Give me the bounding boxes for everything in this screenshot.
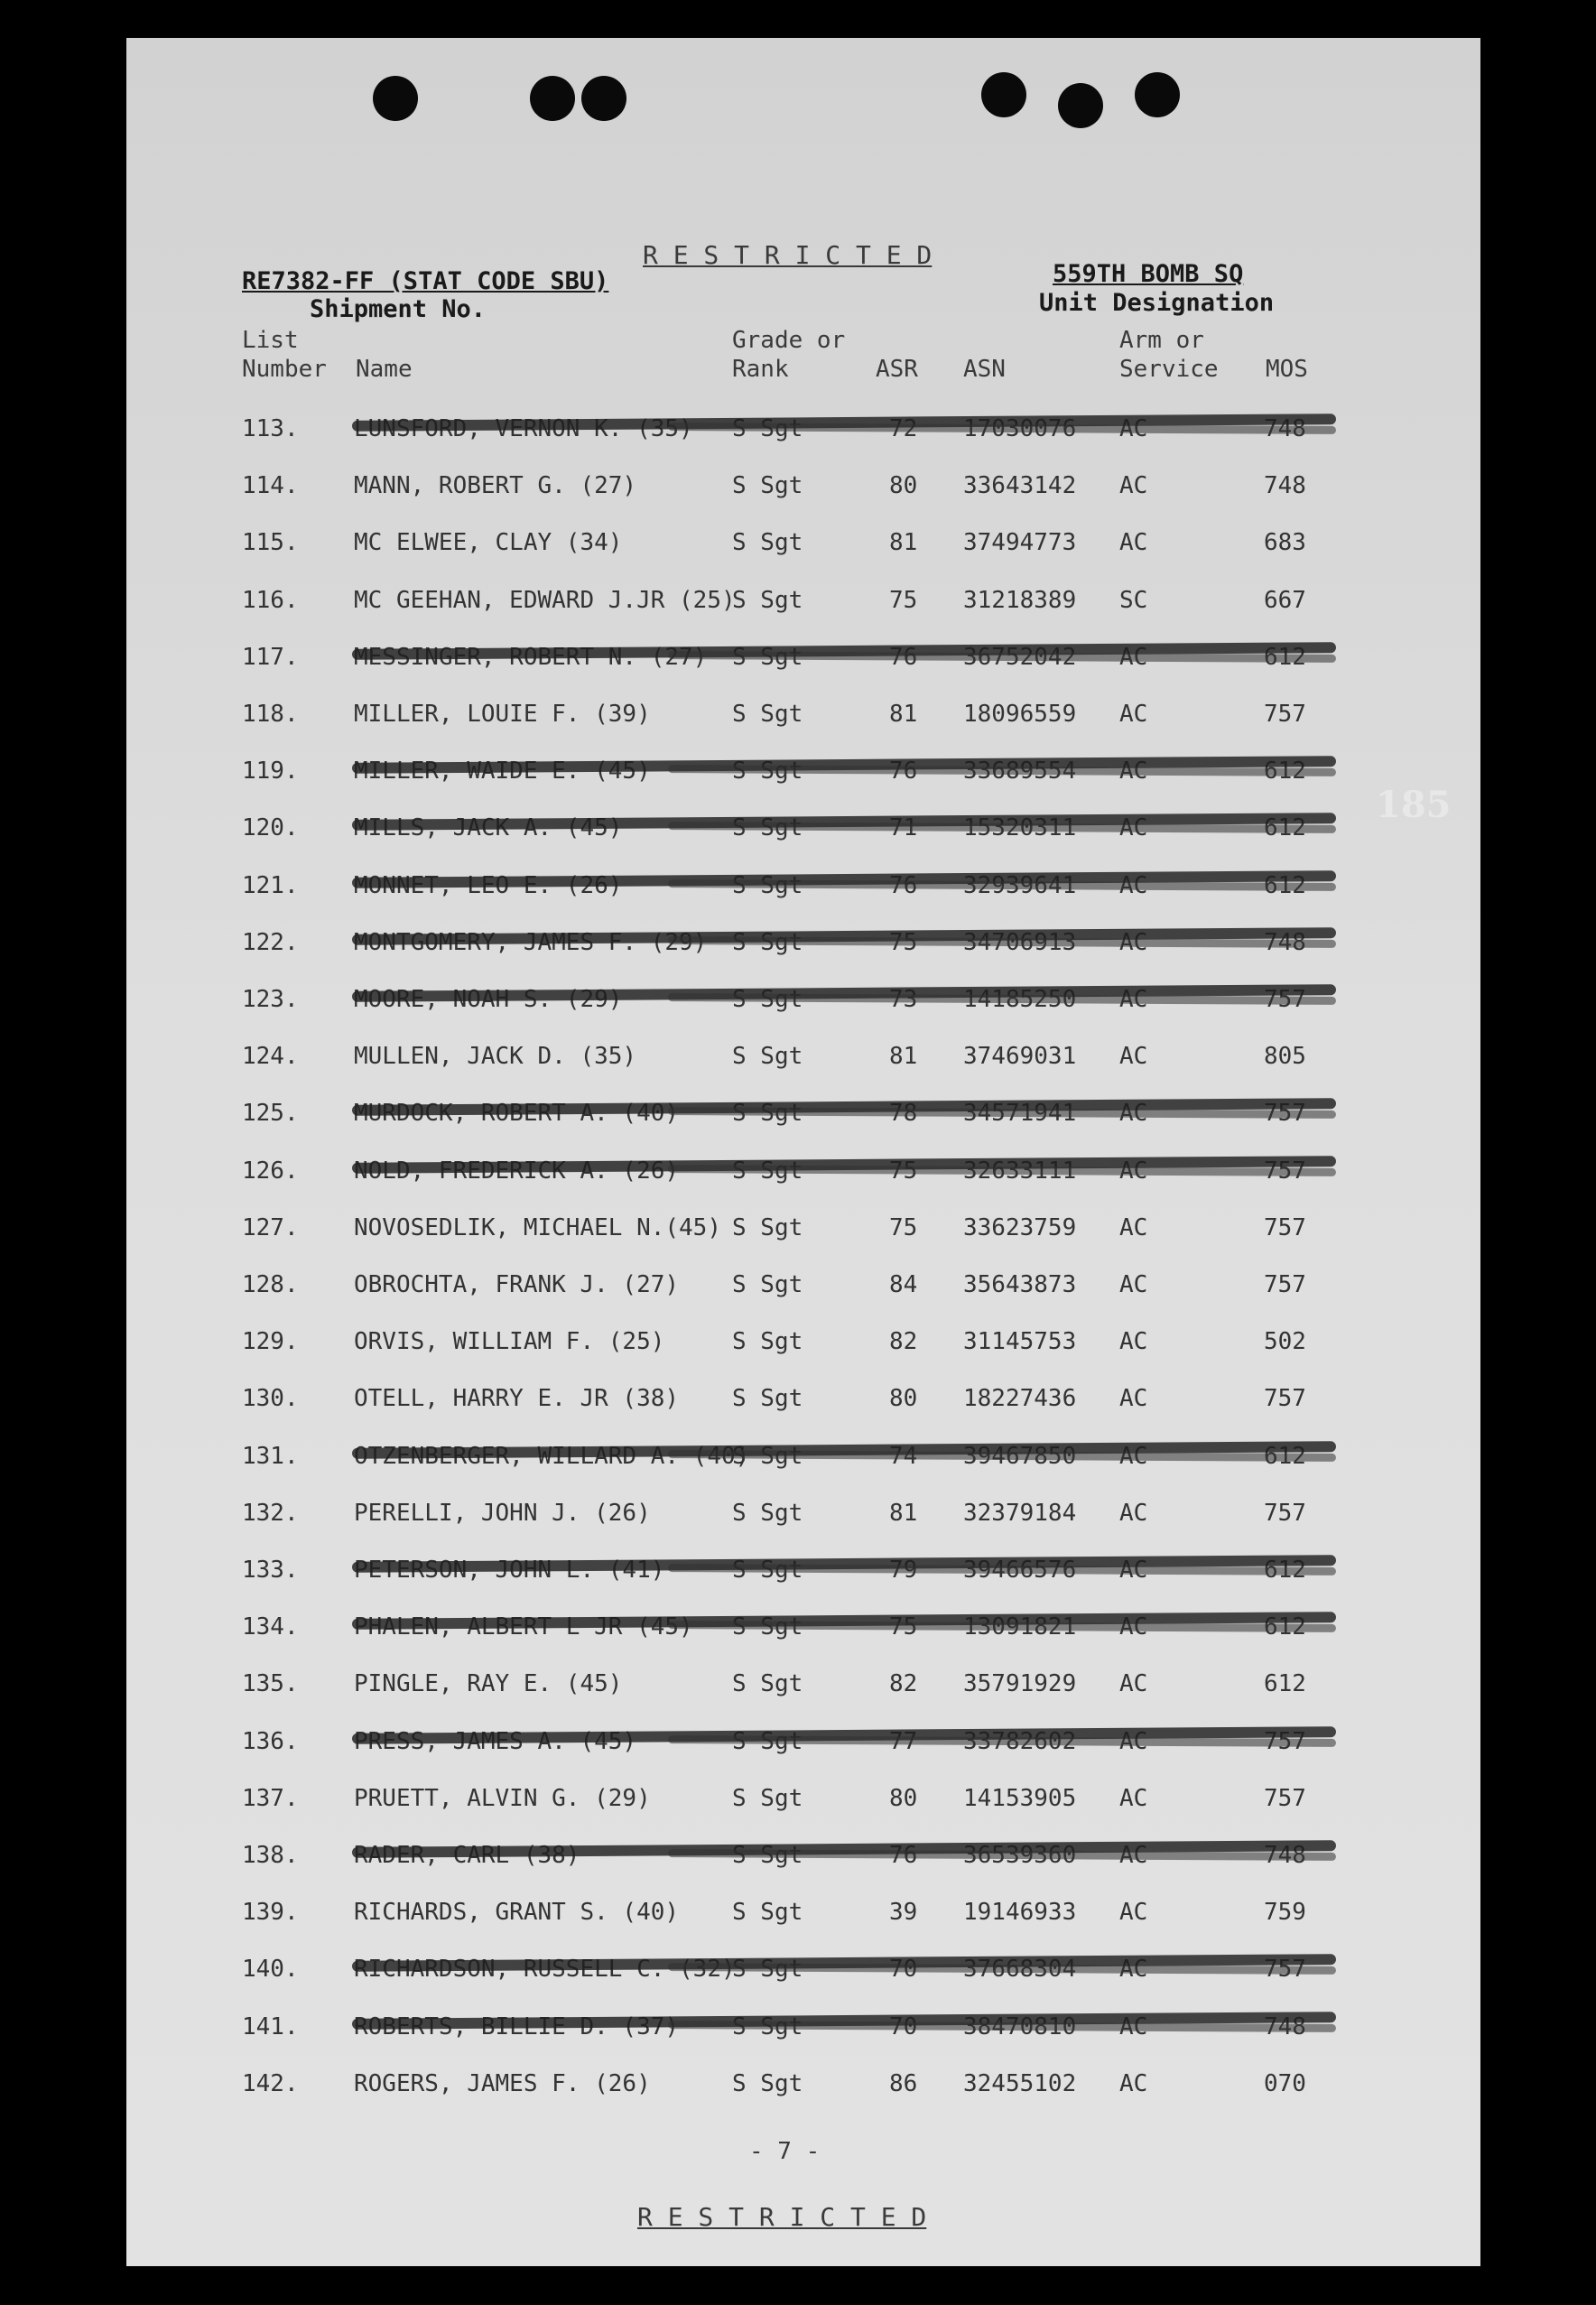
mos-code: 667 <box>1264 586 1306 614</box>
arm-service: AC <box>1119 472 1148 500</box>
roster-row <box>126 1100 1480 1136</box>
col-service-header: Service <box>1119 356 1219 383</box>
arm-service: AC <box>1119 1784 1148 1812</box>
asn-number: 14153905 <box>963 1784 1077 1812</box>
arm-service: AC <box>1119 1899 1148 1927</box>
person-name: MILLER, LOUIE F. (39) <box>354 701 651 728</box>
list-number: 115. <box>242 529 299 557</box>
col-asr-header: ASR <box>876 356 918 383</box>
asn-number: 35643873 <box>963 1271 1077 1298</box>
person-name: OBROCHTA, FRANK J. (27) <box>354 1271 680 1298</box>
grade-rank: S Sgt <box>732 1385 803 1413</box>
asr-score: 81 <box>889 701 918 728</box>
arm-service: AC <box>1119 701 1148 728</box>
list-number: 132. <box>242 1499 299 1527</box>
person-name: NOVOSEDLIK, MICHAEL N.(45) <box>354 1213 721 1241</box>
asr-score: 82 <box>889 1670 918 1698</box>
mos-code: 757 <box>1264 1499 1306 1527</box>
arm-service: AC <box>1119 1271 1148 1298</box>
roster-row <box>126 587 1480 623</box>
roster-row <box>126 986 1480 1022</box>
arm-service: AC <box>1119 1328 1148 1356</box>
mos-code: 748 <box>1264 472 1306 500</box>
list-number: 116. <box>242 586 299 614</box>
col-name-header: Name <box>356 356 413 383</box>
roster-row <box>126 929 1480 965</box>
person-name: ROGERS, JAMES F. (26) <box>354 2069 651 2097</box>
asn-number: 18096559 <box>963 701 1077 728</box>
roster-row <box>126 1271 1480 1307</box>
roster-row <box>126 2013 1480 2049</box>
list-number: 127. <box>242 1213 299 1241</box>
roster-row <box>126 757 1480 794</box>
grade-rank: S Sgt <box>732 1213 803 1241</box>
list-number: 128. <box>242 1271 299 1298</box>
col-mos-header: MOS <box>1266 356 1308 383</box>
mos-code: 683 <box>1264 529 1306 557</box>
person-name: MANN, ROBERT G. (27) <box>354 472 637 500</box>
roster-row <box>126 1043 1480 1079</box>
restricted-header-bottom: R E S T R I C T E D <box>637 2202 927 2232</box>
mos-code: 757 <box>1264 1784 1306 1812</box>
person-name: MC ELWEE, CLAY (34) <box>354 529 623 557</box>
list-number: 126. <box>242 1157 299 1185</box>
arm-service: AC <box>1119 1213 1148 1241</box>
asn-number: 32379184 <box>963 1499 1077 1527</box>
asn-number: 19146933 <box>963 1899 1077 1927</box>
person-name: MC GEEHAN, EDWARD J.JR (25) <box>354 586 736 614</box>
person-name: PERELLI, JOHN J. (26) <box>354 1499 651 1527</box>
punch-hole <box>1135 72 1180 117</box>
list-number: 122. <box>242 928 299 956</box>
roster-row <box>126 472 1480 508</box>
roster-row <box>126 1956 1480 1992</box>
roster-row <box>126 1728 1480 1764</box>
person-name: PRUETT, ALVIN G. (29) <box>354 1784 651 1812</box>
asr-score: 84 <box>889 1271 918 1298</box>
grade-rank: S Sgt <box>732 1784 803 1812</box>
roster-row <box>126 1842 1480 1878</box>
arm-service: AC <box>1119 1043 1148 1071</box>
asn-number: 32455102 <box>963 2069 1077 2097</box>
col-list-header: List <box>242 327 299 354</box>
list-number: 130. <box>242 1385 299 1413</box>
roster-row <box>126 1557 1480 1593</box>
mos-code: 805 <box>1264 1043 1306 1071</box>
list-number: 121. <box>242 871 299 899</box>
grade-rank: S Sgt <box>732 1328 803 1356</box>
asr-score: 80 <box>889 1385 918 1413</box>
asn-number: 31145753 <box>963 1328 1077 1356</box>
asr-score: 80 <box>889 472 918 500</box>
list-number: 120. <box>242 814 299 842</box>
punch-hole <box>581 76 626 121</box>
mos-code: 757 <box>1264 1213 1306 1241</box>
mos-code: 612 <box>1264 1670 1306 1698</box>
arm-service: AC <box>1119 529 1148 557</box>
list-number: 134. <box>242 1613 299 1641</box>
punch-hole <box>530 76 575 121</box>
roster-row <box>126 1443 1480 1479</box>
list-number: 141. <box>242 2012 299 2040</box>
roster-row <box>126 1328 1480 1364</box>
list-number: 136. <box>242 1727 299 1755</box>
asn-number: 35791929 <box>963 1670 1077 1698</box>
asr-score: 80 <box>889 1784 918 1812</box>
person-name: MULLEN, JACK D. (35) <box>354 1043 637 1071</box>
grade-rank: S Sgt <box>732 1899 803 1927</box>
person-name: RICHARDS, GRANT S. (40) <box>354 1899 680 1927</box>
list-number: 129. <box>242 1328 299 1356</box>
list-number: 139. <box>242 1899 299 1927</box>
roster-row <box>126 701 1480 737</box>
asn-number: 18227436 <box>963 1385 1077 1413</box>
grade-rank: S Sgt <box>732 1271 803 1298</box>
col-arm-header: Arm or <box>1119 327 1204 354</box>
list-number: 133. <box>242 1557 299 1584</box>
person-name: ORVIS, WILLIAM F. (25) <box>354 1328 665 1356</box>
grade-rank: S Sgt <box>732 586 803 614</box>
mos-code: 757 <box>1264 701 1306 728</box>
punch-hole <box>981 72 1026 117</box>
mos-code: 757 <box>1264 1385 1306 1413</box>
page-number: - 7 - <box>749 2138 821 2165</box>
asn-number: 37469031 <box>963 1043 1077 1071</box>
col-grade-header: Grade or <box>732 327 846 354</box>
asr-score: 75 <box>889 1213 918 1241</box>
punch-hole <box>373 76 418 121</box>
roster-row <box>126 1214 1480 1250</box>
list-number: 117. <box>242 643 299 671</box>
grade-rank: S Sgt <box>732 472 803 500</box>
col-number-header: Number <box>242 356 327 383</box>
grade-rank: S Sgt <box>732 701 803 728</box>
shipment-label: Shipment No. <box>310 295 487 323</box>
list-number: 125. <box>242 1100 299 1128</box>
asr-score: 86 <box>889 2069 918 2097</box>
mos-code: 502 <box>1264 1328 1306 1356</box>
arm-service: SC <box>1119 586 1148 614</box>
list-number: 140. <box>242 1956 299 1984</box>
asn-number: 33643142 <box>963 472 1077 500</box>
restricted-header-top: R E S T R I C T E D <box>643 240 933 270</box>
arm-service: AC <box>1119 1670 1148 1698</box>
roster-row <box>126 1785 1480 1821</box>
roster-row <box>126 644 1480 680</box>
list-number: 135. <box>242 1670 299 1698</box>
person-name: PINGLE, RAY E. (45) <box>354 1670 623 1698</box>
handwritten-side-number: 185 <box>1376 784 1452 826</box>
roster-row <box>126 814 1480 850</box>
grade-rank: S Sgt <box>732 1043 803 1071</box>
asr-score: 82 <box>889 1328 918 1356</box>
asr-score: 81 <box>889 529 918 557</box>
list-number: 114. <box>242 472 299 500</box>
punch-hole <box>1058 83 1103 128</box>
roster-row <box>126 872 1480 908</box>
shipment-code: RE7382-FF (STAT CODE SBU) <box>242 267 609 295</box>
list-number: 124. <box>242 1043 299 1071</box>
asr-score: 81 <box>889 1499 918 1527</box>
grade-rank: S Sgt <box>732 1499 803 1527</box>
roster-row <box>126 1385 1480 1421</box>
col-rank-header: Rank <box>732 356 789 383</box>
grade-rank: S Sgt <box>732 2069 803 2097</box>
list-number: 131. <box>242 1442 299 1470</box>
asr-score: 75 <box>889 586 918 614</box>
roster-row <box>126 415 1480 451</box>
asr-score: 39 <box>889 1899 918 1927</box>
roster-row <box>126 1157 1480 1194</box>
list-number: 119. <box>242 757 299 785</box>
roster-row <box>126 1670 1480 1706</box>
mos-code: 070 <box>1264 2069 1306 2097</box>
roster-row <box>126 2070 1480 2106</box>
list-number: 118. <box>242 701 299 728</box>
list-number: 142. <box>242 2069 299 2097</box>
arm-service: AC <box>1119 1499 1148 1527</box>
unit-designation-value: 559TH BOMB SQ <box>1053 260 1244 288</box>
person-name: OTELL, HARRY E. JR (38) <box>354 1385 680 1413</box>
roster-row <box>126 1613 1480 1650</box>
document-page <box>126 38 1480 2266</box>
mos-code: 759 <box>1264 1899 1306 1927</box>
roster-row <box>126 529 1480 565</box>
list-number: 138. <box>242 1842 299 1869</box>
asr-score: 81 <box>889 1043 918 1071</box>
col-asn-header: ASN <box>963 356 1006 383</box>
mos-code: 757 <box>1264 1271 1306 1298</box>
list-number: 137. <box>242 1784 299 1812</box>
arm-service: AC <box>1119 1385 1148 1413</box>
arm-service: AC <box>1119 2069 1148 2097</box>
grade-rank: S Sgt <box>732 1670 803 1698</box>
roster-row <box>126 1899 1480 1935</box>
unit-designation-label: Unit Designation <box>1039 289 1275 317</box>
asn-number: 33623759 <box>963 1213 1077 1241</box>
list-number: 113. <box>242 415 299 442</box>
asn-number: 31218389 <box>963 586 1077 614</box>
roster-row <box>126 1500 1480 1536</box>
asn-number: 37494773 <box>963 529 1077 557</box>
grade-rank: S Sgt <box>732 529 803 557</box>
list-number: 123. <box>242 986 299 1013</box>
